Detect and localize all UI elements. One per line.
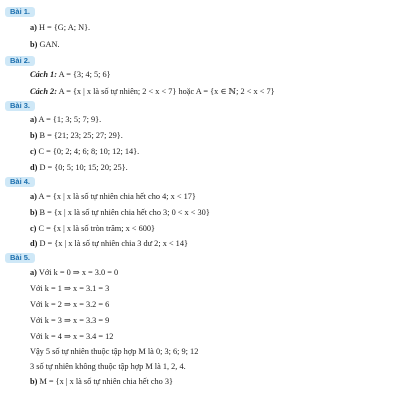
section-1-line-2: b) GAN.	[30, 40, 60, 49]
section-3-line-1: a) A = {1; 3; 5; 7; 9}.	[30, 115, 102, 124]
section-4-badge: Bài 4.	[5, 177, 35, 187]
section-3-line-2: b) B = {21; 23; 25; 27; 29}.	[30, 131, 123, 140]
section-5-badge: Bài 5.	[5, 253, 35, 263]
section-1-line-1: a) H = {G; A; N}.	[30, 23, 91, 32]
section-2-badge: Bài 2.	[5, 56, 35, 66]
section-5-line-1: a) Với k = 0 ⇒ x = 3.0 = 0	[30, 268, 119, 277]
section-4-line-3: c) C = {x | x là số tròn trăm; x < 600}	[30, 224, 155, 233]
section-4-line-2: b) B = {x | x là số tự nhiên chia hết cho 3; 0 < x < 30}	[30, 208, 210, 217]
section-5-line-8: b) M = {x | x là số tự nhiên chia hết cho 3}	[30, 377, 174, 386]
section-4-line-4: d) D = {x | x là số tự nhiên chia 3 dư 2; x < 14}	[30, 239, 188, 248]
section-5-line-3: Với k = 2 ⇒ x = 3.2 = 6	[30, 300, 110, 309]
section-5-line-2: Với k = 1 ⇒ x = 3.1 = 3	[30, 284, 110, 293]
section-1-badge: Bài 1.	[5, 7, 35, 17]
section-3-line-4: d) D = {0; 5; 10; 15; 20; 25}.	[30, 163, 128, 172]
section-2-line-2: Cách 2: A = {x | x là số tự nhiên; 2 < x < 7} hoặc A = {x ∈ ℕ; 2 < x < 7}	[30, 87, 275, 96]
section-2-line-1: Cách 1: A = {3; 4; 5; 6}	[30, 70, 111, 79]
section-3-line-3: c) C = {0; 2; 4; 6; 8; 10; 12; 14}.	[30, 147, 140, 156]
section-3-badge: Bài 3.	[5, 101, 35, 111]
section-5-line-5: Với k = 4 ⇒ x = 3.4 = 12	[30, 332, 114, 341]
section-5-line-4: Với k = 3 ⇒ x = 3.3 = 9	[30, 316, 110, 325]
section-4-line-1: a) A = {x | x là số tự nhiên chia hết cho 4; x < 17}	[30, 192, 196, 201]
section-5-line-6: Vậy 5 số tự nhiên thuộc tập hợp M là 0; 3; 6; 9; 12	[30, 347, 199, 356]
section-5-line-7: 3 số tự nhiên không thuộc tập hợp M là 1, 2, 4.	[30, 362, 186, 371]
